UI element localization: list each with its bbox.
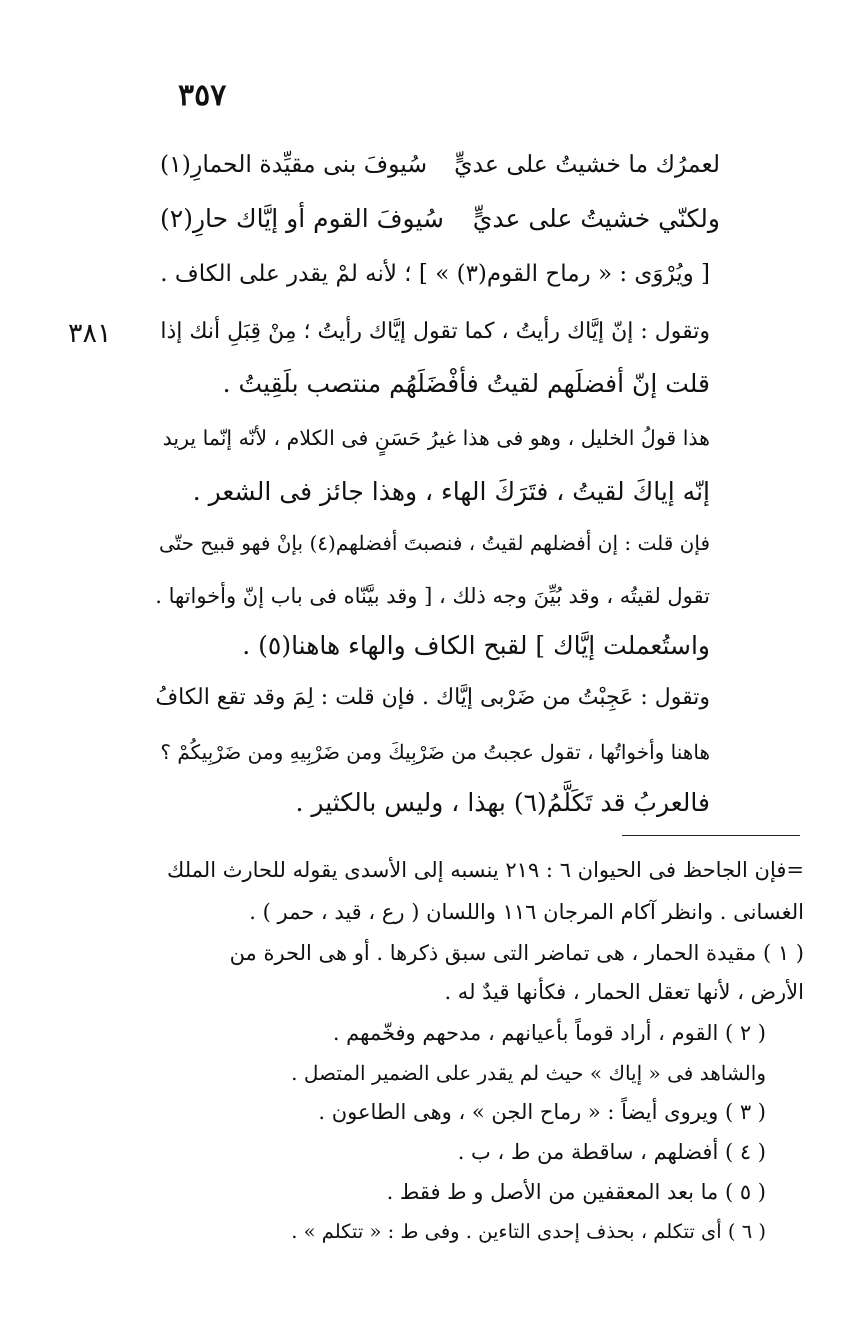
footnote-separator (622, 835, 800, 836)
verse-2-second-hemistich: سُيوفَ القوم أو إيَّاك حارِ(٢) (160, 204, 444, 233)
verse-1-first-hemistich: لعمرُك ما خشيتُ على عديٍّ (454, 150, 720, 178)
text-line: فالعربُ قد تَكَلَّمُ(٦) بهذا ، وليس بالكثير . (295, 788, 710, 817)
footnote-line: الغسانى . وانظر آكام المرجان ١١٦ واللسان ( رع ، قيد ، حمر ) . (249, 900, 804, 924)
footnote-line: والشاهد فى « إياك » حيث لم يقدر على الضمير المتصل . (291, 1061, 766, 1085)
text-line: وتقول : عَجِبْتُ من ضَرْبى إيَّاك . فإن قلت : لِمَ وقد تقع الكافُ (155, 685, 710, 710)
footnote-line: ( ٢ ) القوم ، أراد قوماً بأعيانهم ، مدحهم وفخّمهم . (332, 1021, 766, 1045)
footnote-line: =فإن الجاحظ فى الحيوان ٦ : ٢١٩ ينسبه إلى الأسدى يقوله للحارث الملك (167, 858, 804, 882)
margin-reference-number: ٣٨١ (68, 318, 112, 349)
text-line: تقول لقيتُه ، وقد بُيِّنَ وجه ذلك ، [ وقد بيَّنّاه فى باب إنّ وأخواتها . (155, 584, 710, 608)
text-line: واستُعملت إيَّاك ] لقبح الكاف والهاء هاهنا(٥) . (242, 631, 710, 660)
text-line: قلت إنّ أفضلَهم لقيتُ فأفْضَلَهُم منتصب بلَقِيتُ . (222, 369, 710, 398)
text-line: فإن قلت : إن أفضلهم لقيتُ ، فنصبتَ أفضلهم(٤) بإنْ فهو قبيح حتّى (158, 531, 710, 555)
verse-2-first-hemistich: ولكنّي خشيتُ على عديٍّ (472, 204, 720, 233)
footnote-line: ( ٤ ) أفضلهم ، ساقطة من ط ، ب . (457, 1140, 766, 1164)
footnote-line: ( ٦ ) أى تتكلم ، بحذف إحدى التاءين . وفى ط : « تتكلم » . (291, 1220, 766, 1243)
text-line: هاهنا وأخواتُها ، تقول عجبتُ من ضَرْبِيكَ ومن ضَرْبِيهِ ومن ضَرْبِيكُمْ ؟ (160, 740, 710, 764)
footnote-line: ( ٣ ) ويروى أيضاً : « رماح الجن » ، وهى الطاعون . (318, 1100, 766, 1124)
footnote-line: الأرض ، لأنها تعقل الحمار ، فكأنها قيدٌ له . (444, 980, 804, 1004)
page-number: ٣٥٧ (178, 78, 227, 113)
text-line: [ ويُرْوَى : « رماح القوم(٣) » ] ؛ لأنه لمْ يقدر على الكاف . (160, 261, 710, 287)
footnote-line: ( ١ ) مقيدة الحمار ، هى تماضر التى سبق ذكرها . أو هى الحرة من (229, 941, 804, 965)
text-line: وتقول : إنّ إيَّاك رأيتُ ، كما تقول إيَّاك رأيتُ ؛ مِنْ قِبَلِ أنك إذا (160, 319, 710, 344)
text-line: إنّه إياكَ لقيتُ ، فتَرَكَ الهاء ، وهذا جائز فى الشعر . (192, 477, 710, 506)
text-line: هذا قولُ الخليل ، وهو فى هذا غيرُ حَسَنٍ فى الكلام ، لأنّه إنّما يريد (162, 426, 710, 450)
verse-1-second-hemistich: سُيوفَ بنى مقيِّدة الحمارِ(١) (160, 150, 428, 178)
footnote-line: ( ٥ ) ما بعد المعقفين من الأصل و ط فقط . (386, 1180, 766, 1204)
